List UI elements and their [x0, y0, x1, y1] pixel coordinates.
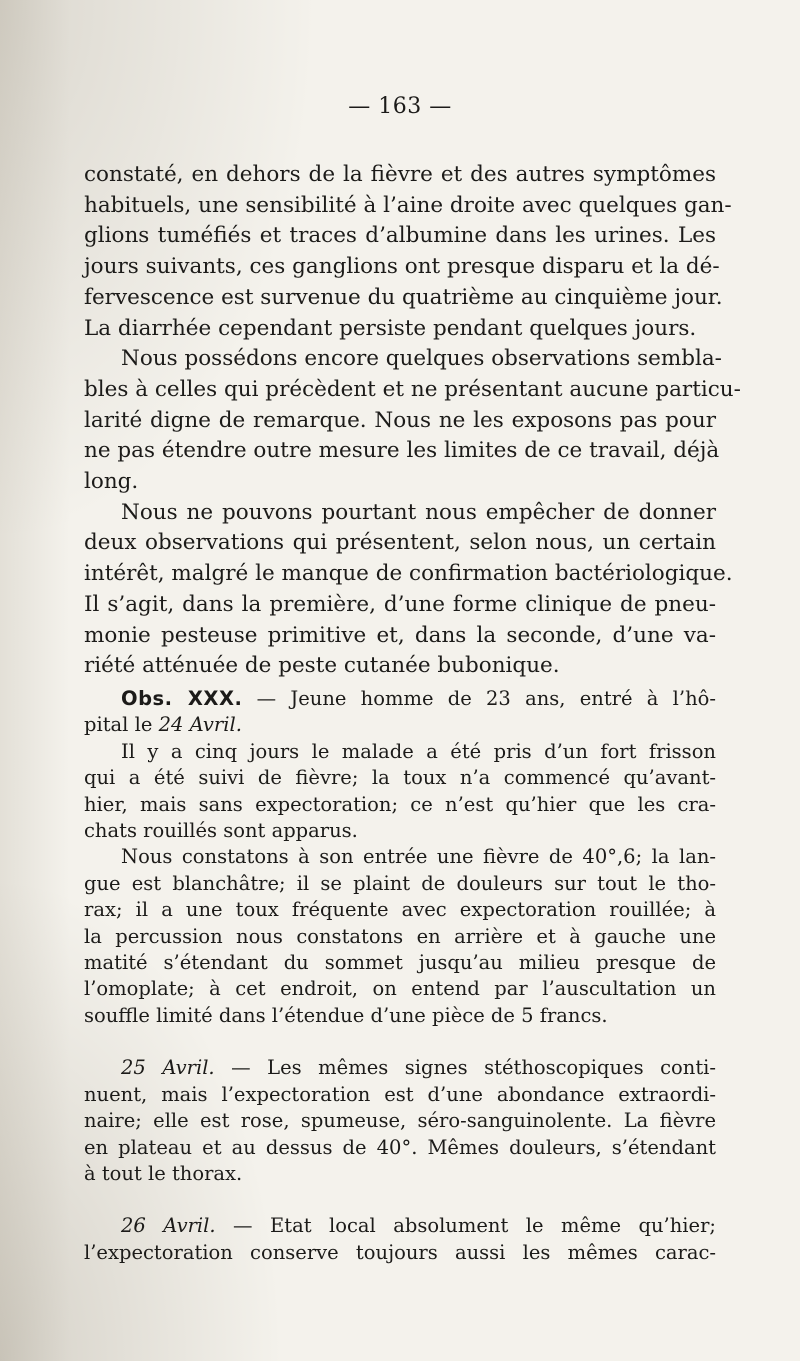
text-line: Nous constatons à son entrée une fièvre de 40°,6; la lan- — [121, 845, 716, 869]
observation-heading-line — [84, 686, 716, 712]
text-line: deux observations qui présentent, selon nous, un certain — [84, 530, 716, 556]
page-number: — 163 — — [348, 94, 452, 119]
text-line: qui a été suivi de fièvre; la toux n’a commencé qu’avant- — [84, 766, 716, 790]
text-line: jours suivants, ces ganglions ont presque disparu et la dé- — [84, 254, 720, 280]
text-line — [84, 1055, 716, 1081]
text-line: fervescence est survenue du quatrième au cinquième jour. — [84, 284, 723, 310]
text-line: Nous ne pouvons pourtant nous empêcher de donner — [121, 499, 716, 525]
text-line: hier, mais sans expectoration; ce n’est qu’hier que les cra- — [84, 792, 716, 816]
text-line: long. — [84, 469, 139, 495]
text-line: nuent, mais l’expectoration est d’une abondance extraordi- — [84, 1082, 716, 1106]
text-line: monie pesteuse primitive et, dans la seconde, d’une va- — [84, 622, 716, 648]
text-line: rax; il a une toux fréquente avec expectoration rouillée; à — [84, 898, 716, 922]
text-line: glions tuméfiés et traces d’albumine dans les urines. Les — [84, 223, 716, 249]
text-line: constaté, en dehors de la fièvre et des autres symptômes — [84, 162, 716, 187]
text-line: riété atténuée de peste cutanée bubonique. — [84, 653, 560, 679]
text-line: intérêt, malgré le manque de confirmation bactériologique. — [84, 561, 733, 587]
text-line: bles à celles qui précèdent et ne présentant aucune particu- — [84, 376, 741, 402]
text-line: La diarrhée cependant persiste pendant quelques jours. — [84, 315, 697, 341]
text-line: habituels, une sensibilité à l’aine droite avec quelques gan- — [84, 192, 732, 218]
date-label: 24 Avril. — [158, 713, 242, 737]
text-line: l’expectoration conserve toujours aussi les mêmes carac- — [84, 1240, 716, 1264]
date-label: 25 Avril. — [121, 1056, 215, 1080]
text-line: l’omoplate; à cet endroit, on entend par l’auscultation un — [84, 977, 716, 1001]
text-line: la percussion nous constatons en arrière et à gauche une — [84, 924, 716, 948]
text-fragment: — Jeune homme de 23 ans, entré à l’hô- — [242, 687, 716, 710]
text-fragment: — Les mêmes signes stéthoscopiques conti- — [214, 1056, 716, 1080]
text-line: en plateau et au dessus de 40°. Mêmes douleurs, s’étendant — [84, 1135, 716, 1159]
text-line: naire; elle est rose, spumeuse, séro-sanguinolente. La fièvre — [84, 1109, 716, 1133]
text-line — [84, 712, 716, 738]
text-line: chats rouillés sont apparus. — [84, 819, 358, 843]
text-line: ne pas étendre outre mesure les limites de ce travail, déjà — [84, 438, 720, 464]
text-line: matité s’étendant du sommet jusqu’au milieu presque de — [84, 951, 716, 975]
observation-heading: Obs. XXX. — [121, 687, 243, 710]
paragraph-spacer — [84, 1187, 716, 1213]
date-label: 26 Avril. — [121, 1214, 216, 1238]
text-line: Il y a cinq jours le malade a été pris d’un fort frisson — [121, 739, 716, 763]
observation-block — [84, 686, 716, 1266]
text-line: souffle limité dans l’étendue d’une pièce de 5 francs. — [84, 1003, 608, 1027]
intro-text-block — [84, 160, 741, 682]
text-line: gue est blanchâtre; il se plaint de douleurs sur tout le tho- — [84, 871, 716, 895]
text-line: larité digne de remarque. Nous ne les exposons pas pour — [84, 407, 716, 433]
text-fragment: pital le — [84, 713, 159, 737]
text-line — [84, 1213, 716, 1239]
text-line: à tout le thorax. — [84, 1161, 243, 1185]
paragraph-spacer — [84, 1029, 716, 1055]
text-fragment: — Etat local absolument le même qu’hier; — [215, 1214, 716, 1238]
text-line: Nous possédons encore quelques observations sembla- — [121, 346, 722, 372]
text-line: Il s’agit, dans la première, d’une forme clinique de pneu- — [84, 591, 716, 617]
